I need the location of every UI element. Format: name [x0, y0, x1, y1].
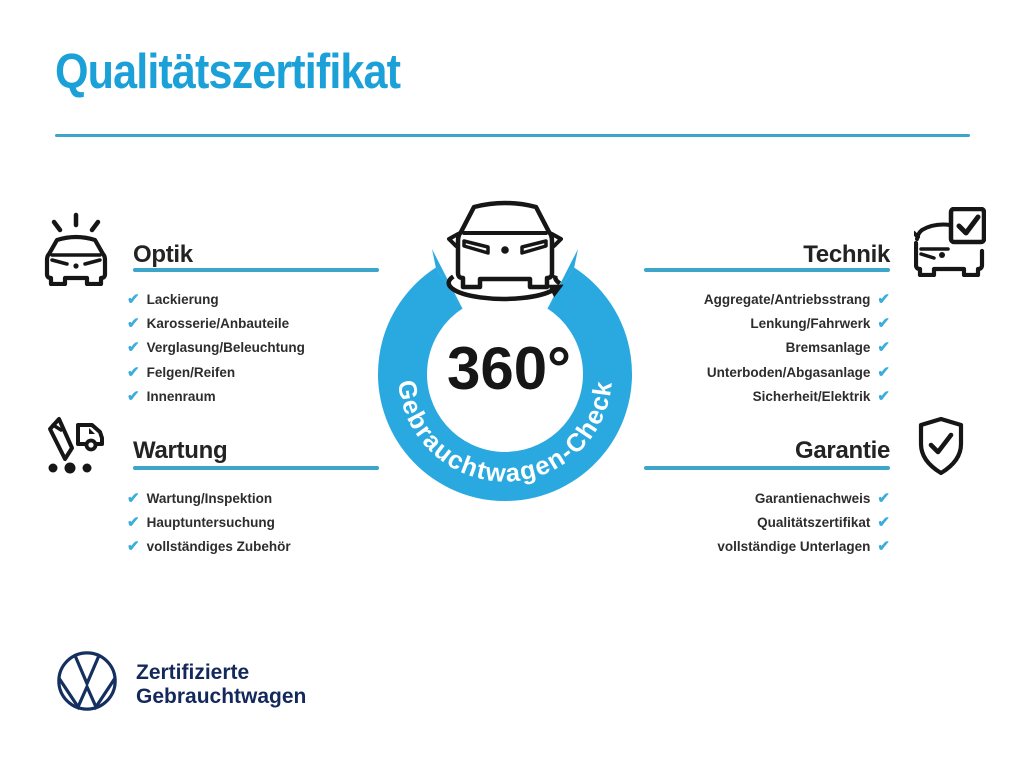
check-item-label: Lackierung [146, 291, 219, 307]
check-icon: ✔ [877, 514, 890, 532]
badge-360-gebrauchtwagen-check [365, 196, 645, 506]
check-icon: ✔ [877, 489, 890, 507]
section-underline-optik [133, 268, 379, 272]
check-item [750, 311, 890, 335]
check-item-label: Unterboden/Abgasanlage [706, 364, 871, 380]
check-item-label: Felgen/Reifen [146, 364, 236, 380]
check-icon: ✔ [127, 290, 140, 308]
check-icon: ✔ [877, 290, 890, 308]
check-item [127, 510, 291, 534]
title-divider [55, 134, 970, 137]
section-underline-wartung [133, 466, 379, 470]
section-heading-optik: Optik [133, 241, 193, 268]
section-underline-technik [644, 268, 890, 272]
car-front-icon [449, 203, 561, 287]
check-icon: ✔ [877, 538, 890, 556]
check-icon: ✔ [127, 489, 140, 507]
check-item-label: Verglasung/Beleuchtung [146, 340, 305, 356]
wartung-list [127, 486, 291, 559]
check-item-label: Wartung/Inspektion [146, 490, 273, 506]
check-item [127, 360, 305, 384]
check-icon: ✔ [127, 538, 140, 556]
check-item-label: Innenraum [146, 389, 216, 405]
garantie-list [717, 486, 890, 559]
check-item [127, 287, 305, 311]
check-item [717, 535, 890, 559]
footer-line-1: Zertifizierte [136, 661, 250, 684]
check-item-label: vollständige Unterlagen [717, 539, 871, 555]
service-checklist-icon [43, 415, 111, 477]
check-item-label: Hauptuntersuchung [146, 515, 275, 531]
check-icon: ✔ [127, 339, 140, 357]
check-item [757, 510, 890, 534]
check-item [127, 311, 305, 335]
technik-list [704, 287, 890, 409]
footer-brand-text [136, 661, 306, 709]
section-underline-garantie [644, 466, 890, 470]
check-item-label: Bremsanlage [785, 340, 871, 356]
check-item-label: Aggregate/Antriebsstrang [703, 291, 871, 307]
check-icon: ✔ [877, 315, 890, 333]
check-icon: ✔ [877, 388, 890, 406]
check-item-label: vollständiges Zubehör [146, 539, 291, 555]
sparkling-car-icon [42, 210, 110, 286]
ring-label: Gebrauchtwagen-Check [391, 378, 619, 489]
car-checkbox-icon [914, 207, 986, 277]
check-item [753, 385, 890, 409]
check-icon: ✔ [877, 363, 890, 381]
check-item-label: Qualitätszertifikat [757, 515, 871, 531]
check-item [127, 486, 291, 510]
section-heading-wartung: Wartung [133, 437, 228, 464]
check-item-label: Karosserie/Anbauteile [146, 316, 290, 332]
check-icon: ✔ [127, 514, 140, 532]
optik-list [127, 287, 305, 409]
check-item-label: Garantienachweis [754, 490, 871, 506]
check-item-label: Lenkung/Fahrwerk [750, 316, 871, 332]
check-item [127, 385, 305, 409]
section-heading-technik: Technik [803, 241, 890, 268]
check-icon: ✔ [877, 339, 890, 357]
section-heading-garantie: Garantie [795, 437, 890, 464]
check-item [127, 535, 291, 559]
check-item-label: Sicherheit/Elektrik [752, 389, 871, 405]
page-title: Qualitätszertifikat [55, 45, 401, 99]
footer-line-2: Gebrauchtwagen [136, 685, 307, 708]
check-icon: ✔ [127, 363, 140, 381]
check-item [707, 360, 890, 384]
degrees-label: 360° [446, 335, 572, 402]
check-icon: ✔ [127, 315, 140, 333]
shield-check-icon [916, 416, 966, 476]
check-item [704, 287, 890, 311]
check-item [755, 486, 890, 510]
vw-logo [55, 649, 119, 713]
check-icon: ✔ [127, 388, 140, 406]
check-item [127, 336, 305, 360]
check-item [786, 336, 890, 360]
